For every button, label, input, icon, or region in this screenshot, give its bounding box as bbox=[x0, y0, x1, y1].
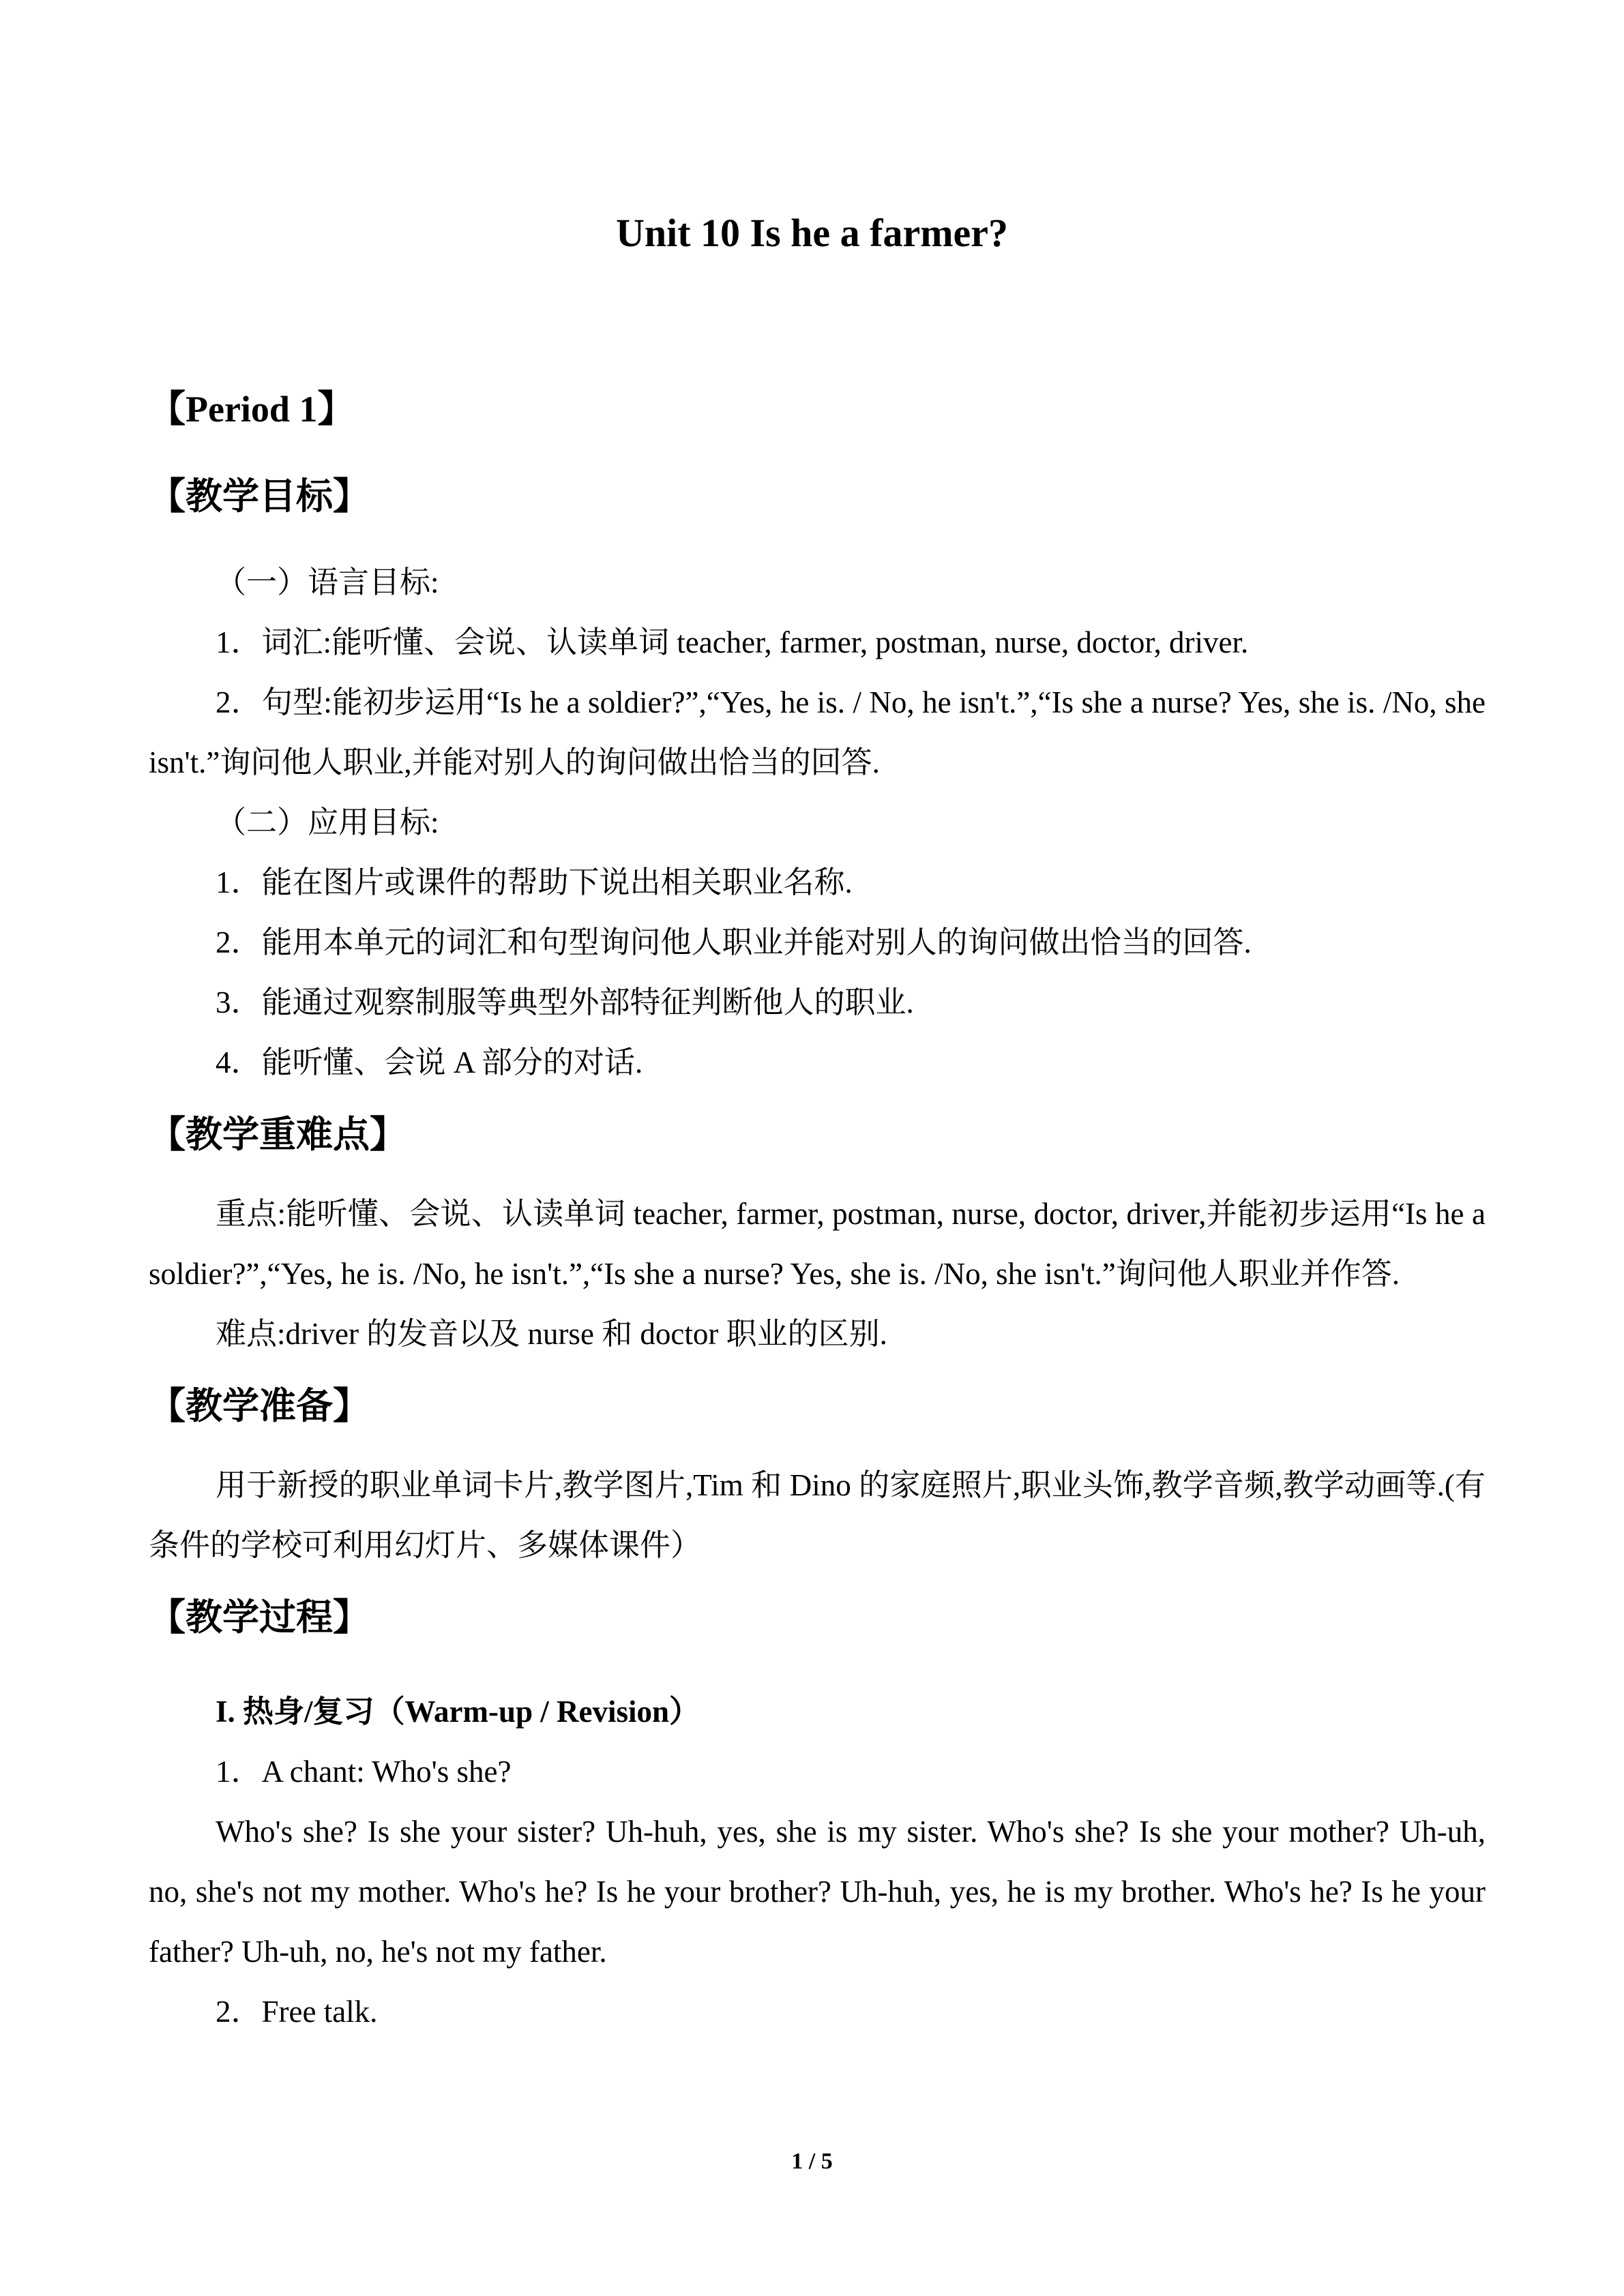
step-heading: I. 热身/复习（Warm-up / Revision） bbox=[216, 1695, 700, 1729]
period-heading: 【Period 1】 bbox=[149, 389, 355, 430]
chant-text: Who's she? Is she your sister? Uh-huh, yes, she is my sister. Who's she? Is she your mother? Uh-uh, no, she's not my mother. Who's he? Is he your brother? Uh-huh, yes, he is my brother. Who's he? Is he your father? Uh-uh, no, he's not my father. bbox=[149, 1815, 1486, 1969]
application-item: 2．能用本单元的词汇和句型询问他人职业并能对别人的询问做出恰当的回答. bbox=[216, 925, 1252, 959]
process-item: 1．A chant: Who's she? bbox=[216, 1755, 512, 1789]
preparation-text: 用于新授的职业单词卡片,教学图片,Tim 和 Dino 的家庭照片,职业头饰,教学音频,教学动画等.(有条件的学校可利用幻灯片、多媒体课件） bbox=[149, 1468, 1486, 1562]
language-goal-label: （一）语言目标: bbox=[216, 565, 439, 599]
application-item: 1．能在图片或课件的帮助下说出相关职业名称. bbox=[216, 865, 853, 899]
page-number: 1 / 5 bbox=[791, 2149, 833, 2174]
language-item: 1．词汇:能听懂、会说、认读单词 teacher, farmer, postman, nurse, doctor, driver. bbox=[216, 625, 1249, 659]
language-item: 2．句型:能初步运用“Is he a soldier?”,“Yes, he is. / No, he isn't.”,“Is she a nurse? Yes, she is. /No, she isn't.”询问他人职业,并能对别人的询问做出恰当的回答. bbox=[149, 685, 1486, 779]
document-body bbox=[149, 382, 1486, 2042]
document-title: Unit 10 Is he a farmer? bbox=[615, 211, 1009, 255]
preparation-heading: 【教学准备】 bbox=[149, 1386, 370, 1427]
application-item: 3．能通过观察制服等典型外部特征判断他人的职业. bbox=[216, 985, 914, 1019]
difficult-point-text: 难点:driver 的发音以及 nurse 和 doctor 职业的区别. bbox=[216, 1317, 887, 1351]
objectives-heading: 【教学目标】 bbox=[149, 476, 370, 517]
application-item: 4．能听懂、会说 A 部分的对话. bbox=[216, 1045, 643, 1079]
key-points-heading: 【教学重难点】 bbox=[149, 1114, 407, 1155]
process-heading: 【教学过程】 bbox=[149, 1597, 370, 1638]
application-goal-label: （二）应用目标: bbox=[216, 805, 439, 839]
key-point-text: 重点:能听懂、会说、认读单词 teacher, farmer, postman, nurse, doctor, driver,并能初步运用“Is he a soldier?”,“Yes, he is. /No, he isn't.”,“Is she a nurse? Yes, she is. /No, she isn't.”询问他人职业并作答. bbox=[149, 1197, 1486, 1291]
process-item: 2．Free talk. bbox=[216, 1995, 378, 2029]
